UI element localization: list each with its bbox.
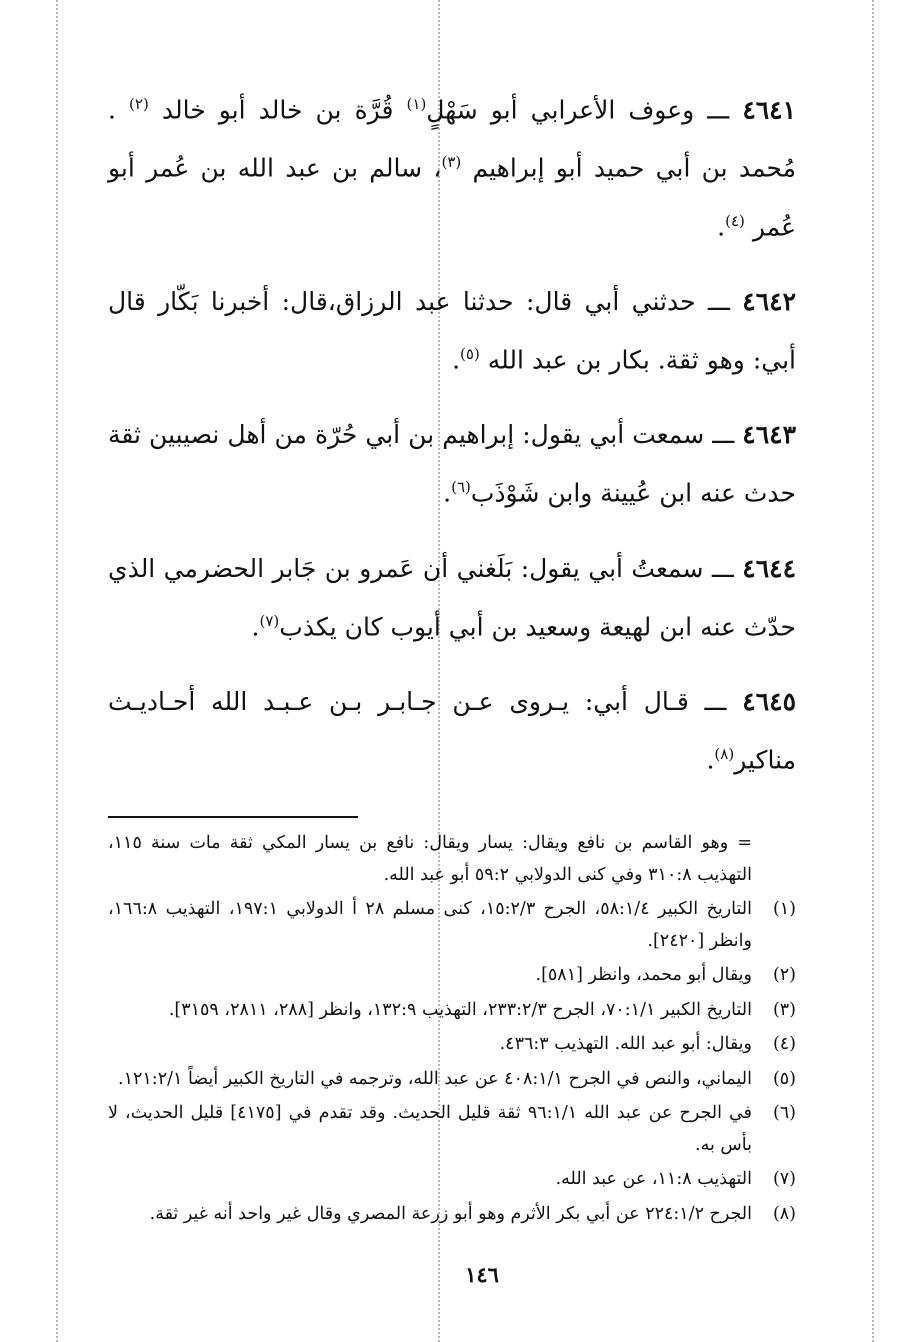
footnote-2 [108, 960, 796, 992]
footnote-number: (١) [772, 899, 796, 920]
entry-number: ٤٦٤٤ [742, 553, 796, 583]
footnote-text: ويقال: أبو عبد الله. التهذيب ٤٣٦:٣. [499, 1034, 752, 1055]
footnote-ref: (٥) [460, 344, 480, 363]
entry-text: . [706, 745, 715, 775]
footnote-ref: (٦) [451, 478, 471, 497]
footnote-number: (٧) [772, 1169, 796, 1190]
entry-number: ٤٦٤٣ [742, 420, 797, 450]
entry-4644 [108, 542, 796, 653]
entry-number: ٤٦٤١ [742, 95, 797, 125]
entry-4643 [108, 408, 796, 519]
footnote-text: ويقال أبو محمد، وانظر [٥٨١]. [535, 965, 752, 986]
entry-text: . [251, 611, 260, 641]
footnote-number: (٣) [772, 999, 796, 1020]
footnote-3 [108, 995, 796, 1027]
footnote-8 [108, 1199, 796, 1231]
footnote-separator [108, 816, 358, 818]
entry-text: ، سالم بن عبد الله بن عُمر أبو عُمر [108, 153, 796, 241]
footnote-4 [108, 1029, 796, 1061]
footnotes [108, 828, 796, 1230]
entry-text: . [443, 478, 452, 508]
footnote-continuation: = وهو القاسم بن نافع ويقال: يسار ويقال: نافع بن يسار المكي ثقة مات سنة ١١٥، التهذيب ٣١٠:٨ وفي كنى الدولابي ٥٩:٢ أبو عبد الله. [108, 833, 752, 885]
entry-4642 [108, 275, 796, 386]
footnote-ref: (١) [406, 95, 427, 113]
footnote-6 [108, 1098, 796, 1161]
footnote-number: (٨) [772, 1203, 796, 1224]
entry-number: ٤٦٤٥ [742, 686, 796, 716]
scan-dotted-line-left [56, 0, 58, 1342]
entry-4645 [108, 675, 796, 786]
footnote-number: (٤) [772, 1034, 796, 1055]
page-number: ١٤٦ [465, 1262, 499, 1288]
entry-text: قُرَّة بن خالد أبو خالد [161, 95, 394, 125]
footnote-number: (٢) [772, 965, 796, 986]
footnote-ref: (٨) [714, 744, 735, 763]
footnote-7 [108, 1164, 796, 1196]
footnote-text: في الجرح عن عبد الله ٩٦:١/١ ثقة قليل الحديث. وقد تقدم في [٤١٧٥] قليل الحديث، لا بأس به. [108, 1103, 752, 1155]
footnote-number: (٥) [772, 1068, 796, 1089]
page-body [108, 78, 796, 1287]
entry-4641 [108, 78, 796, 253]
entry-text: ـــ حدثني أبي قال: حدثنا عبد الرزاق،قال: أخبرنا بَكّار قال أبي: وهو ثقة. بكار بن عبد الله [108, 286, 796, 375]
footnote-text: اليماني، والنص في الجرح ٤٠٨:١/١ عن عبد الله، وترجمه في التاريخ الكبير أيضاً ١٢١:٢/١. [118, 1068, 752, 1089]
footnote-ref: (٢) [129, 95, 149, 113]
scan-dotted-line-right [872, 0, 874, 1342]
entry-text: ـــ قـال أبي: يـروى عـن جـابـر بـن عـبـد الله أحـاديـث مناكير [108, 686, 796, 775]
footnote-ref: (٧) [259, 611, 280, 630]
footnote-5 [108, 1064, 796, 1096]
footnote-ref: (٤) [725, 211, 745, 230]
footnote-number: (٦) [772, 1103, 796, 1124]
entry-text: . [717, 211, 726, 241]
footnote-ref: (٣) [441, 153, 462, 172]
entry-text: ـــ وعوف الأعرابي أبو سَهْلٍ [426, 95, 730, 125]
footnote-text: التاريخ الكبير ٥٨:١/٤، الجرح ١٥:٢/٣، كنى مسلم ٢٨ أ الدولابي ١٩٧:١، التهذيب ١٦٦:٨، وانظر [٢٤٢٠]. [108, 899, 752, 951]
footnote-text: الجرح ٢٢٤:١/٢ عن أبي بكر الأثرم وهو أبو زرعة المصري وقال غير واحد أنه غير ثقة. [149, 1203, 752, 1224]
footnote-text: التاريخ الكبير ٧٠:١/١، الجرح ٢٣٣:٢/٣، التهذيب ١٣٢:٩، وانظر [٢٨٨، ٢٨١١، ٣١٥٩]. [168, 999, 752, 1020]
entry-text: . [452, 345, 461, 375]
footnote-text: التهذيب ١١:٨، عن عبد الله. [555, 1169, 752, 1190]
entry-text: . مُحمد بن أبي حميد أبو إبراهيم [108, 95, 796, 183]
entry-text: ـــ سمعت أبي يقول: إبراهيم بن أبي حُرّة من أهل نصيبين ثقة حدث عنه ابن عُيينة وابن شَوْذَب [108, 420, 796, 508]
entry-text: ـــ سمعتُ أبي يقول: بَلَغني أن عَمرو بن جَابر الحضرمي الذي حدّث عنه ابن لهيعة وسعيد بن أبي أيوب كان يكذب [108, 553, 796, 641]
entry-number: ٤٦٤٢ [742, 286, 796, 316]
footnote-1 [108, 894, 796, 957]
